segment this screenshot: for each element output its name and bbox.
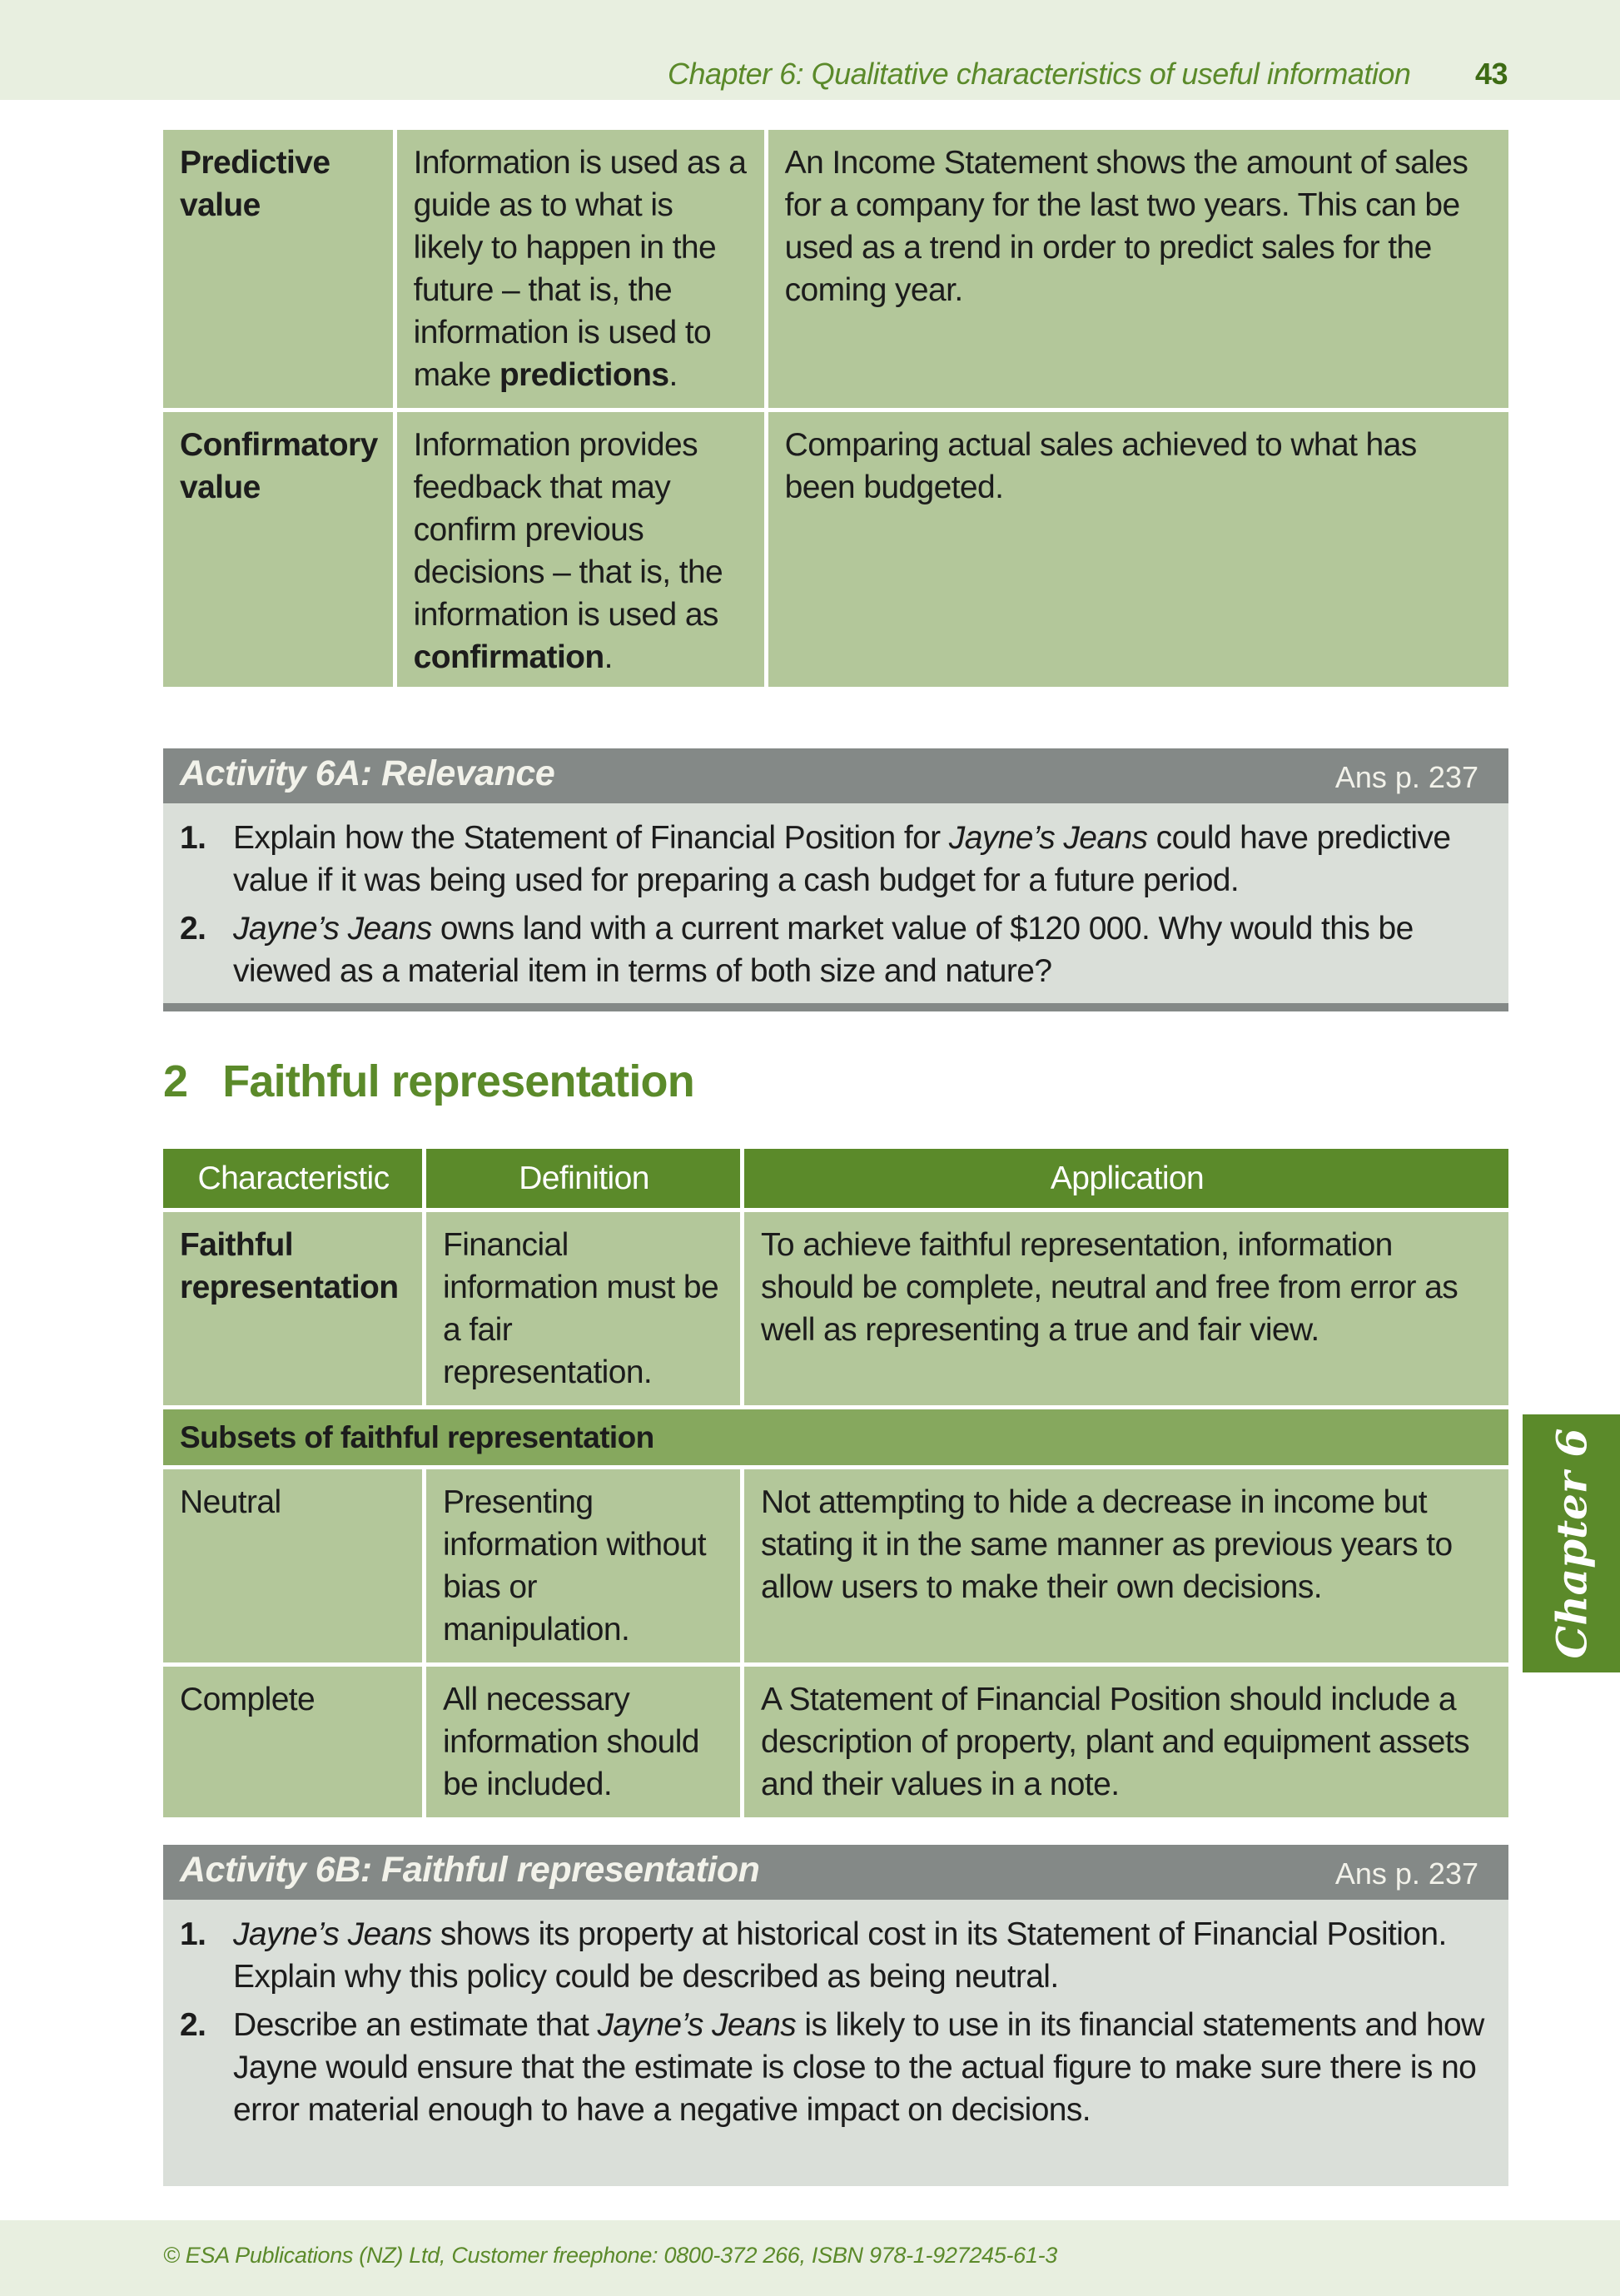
definition-cell: Information is used as a guide as to what is likely to happen in the future – that is, the information is used to make predictions.: [397, 130, 768, 412]
activity-bottom-bar: [163, 1003, 1508, 1011]
application-cell: Comparing actual sales achieved to what has been budgeted.: [768, 412, 1508, 691]
section-number: 2: [163, 1056, 188, 1106]
application-cell: Not attempting to hide a decrease in income but stating it in the same manner as previous years to allow users to make their own decisions.: [744, 1469, 1508, 1667]
question-list: [163, 803, 1508, 1006]
activity-6a-box: [163, 748, 1508, 1011]
section-title: Faithful representation: [222, 1056, 694, 1106]
characteristic-cell: Confirmatory value: [163, 412, 397, 691]
characteristic-cell: Predictive value: [163, 130, 397, 412]
definition-cell: All necessary information should be included.: [426, 1667, 744, 1821]
table-row-complete: [163, 1667, 1508, 1821]
question-item: 1. Explain how the Statement of Financial Position for Jayne’s Jeans could have predictive value if it was being used for preparing a cash budget for a future period.: [180, 820, 1451, 898]
page-number: 43: [1474, 57, 1508, 91]
characteristic-cell: Faithful representation: [163, 1212, 426, 1409]
table-header-row: [163, 1149, 1508, 1212]
table-row-faithful-representation: [163, 1212, 1508, 1409]
application-cell: To achieve faithful representation, information should be complete, neutral and free from error as well as representing a true and fair view.: [744, 1212, 1508, 1409]
subset-heading-row: [163, 1409, 1508, 1469]
chapter-tab-label: Chapter 6: [1547, 1428, 1596, 1659]
faithful-representation-table: [163, 1149, 1508, 1821]
question-item: 2. Jayne’s Jeans owns land with a current market value of $120 000. Why would this be viewed as a material item in terms of both size and nature?: [180, 911, 1414, 989]
answer-reference: Ans p. 237: [1334, 1856, 1478, 1891]
question-item: 1. Jayne’s Jeans shows its property at historical cost in its Statement of Financial Position. Explain why this policy could be described as being neutral.: [180, 1916, 1447, 1995]
table-row-predictive-value: [163, 130, 1508, 412]
definition-cell: Presenting information without bias or manipulation.: [426, 1469, 744, 1667]
activity-header: [163, 1845, 1508, 1900]
column-header: Application: [744, 1149, 1508, 1212]
characteristic-cell: Complete: [163, 1667, 426, 1821]
question-item: 2. Describe an estimate that Jayne’s Jeans is likely to use in its financial statements and how Jayne would ensure that the estimate is close to the actual figure to make sure there is no error material enough to have a negative impact on decisions.: [180, 2007, 1484, 2128]
subset-heading: Subsets of faithful representation: [163, 1409, 1508, 1469]
section-heading: [163, 1056, 694, 1107]
keyword: confirmation: [413, 639, 604, 675]
keyword: predictions: [499, 357, 669, 393]
column-header: Definition: [426, 1149, 744, 1212]
activity-6b-box: [163, 1845, 1508, 2186]
running-title: Chapter 6: Qualitative characteristics of useful information: [668, 57, 1411, 91]
answer-reference: Ans p. 237: [1334, 760, 1478, 794]
question-list: [163, 1900, 1508, 2145]
footer-copyright: © ESA Publications (NZ) Ltd, Customer freephone: 0800-372 266, ISBN 978-1-927245-61-3: [163, 2243, 1058, 2268]
definition-cell: Information provides feedback that may confirm previous decisions – that is, the information is used as confirmation.: [397, 412, 768, 691]
table-row-neutral: [163, 1469, 1508, 1667]
column-header: Characteristic: [163, 1149, 426, 1212]
activity-header: [163, 748, 1508, 803]
table-row-confirmatory-value: [163, 412, 1508, 691]
characteristic-cell: Neutral: [163, 1469, 426, 1667]
definition-cell: Financial information must be a fair representation.: [426, 1212, 744, 1409]
running-header: [668, 57, 1508, 92]
application-cell: A Statement of Financial Position should include a description of property, plant and equipment assets and their values in a note.: [744, 1667, 1508, 1821]
application-cell: An Income Statement shows the amount of sales for a company for the last two years. This can be used as a trend in order to predict sales for the coming year.: [768, 130, 1508, 412]
activity-title: Activity 6B: Faithful representation: [180, 1850, 760, 1890]
relevance-table: [163, 130, 1508, 691]
chapter-side-tab: [1523, 1414, 1620, 1672]
activity-title: Activity 6A: Relevance: [180, 753, 555, 793]
